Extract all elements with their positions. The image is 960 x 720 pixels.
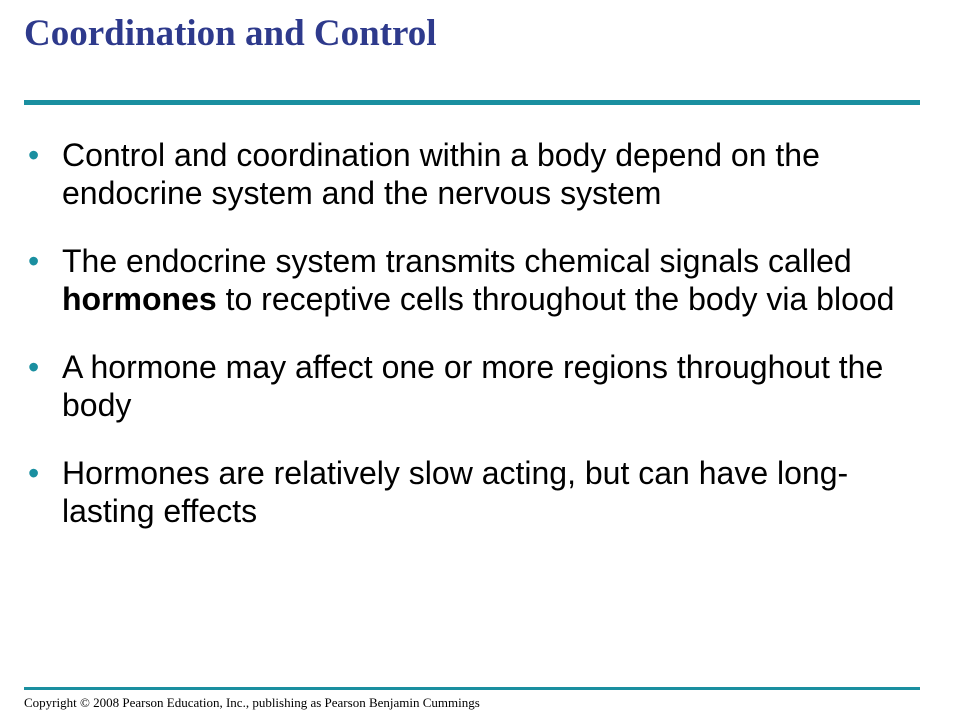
- bullet-text: Hormones are relatively slow acting, but can have long-lasting effects: [62, 455, 849, 529]
- bullet-item: [28, 136, 908, 212]
- bullet-text-part: The endocrine system transmits chemical signals called: [62, 243, 852, 279]
- copyright-notice: Copyright © 2008 Pearson Education, Inc., publishing as Pearson Benjamin Cummings: [24, 695, 480, 710]
- bullet-icon: •: [28, 455, 40, 491]
- bullet-icon: •: [28, 137, 40, 173]
- bullet-text: A hormone may affect one or more regions throughout the body: [62, 349, 884, 423]
- bold-term: hormones: [62, 281, 217, 317]
- bullet-item: [28, 348, 908, 424]
- bullet-item: [28, 242, 908, 318]
- bullet-icon: •: [28, 349, 40, 385]
- bullet-list: [28, 136, 908, 530]
- bullet-item: [28, 454, 908, 530]
- bullet-icon: •: [28, 243, 40, 279]
- footer-divider: [24, 687, 920, 690]
- bullet-text-part: to receptive cells throughout the body via blood: [216, 281, 895, 317]
- title-divider: [24, 100, 920, 105]
- bullet-text: [62, 243, 894, 317]
- slide-title: Coordination and Control: [24, 13, 437, 54]
- bullet-text: Control and coordination within a body depend on the endocrine system and the nervous system: [62, 137, 820, 211]
